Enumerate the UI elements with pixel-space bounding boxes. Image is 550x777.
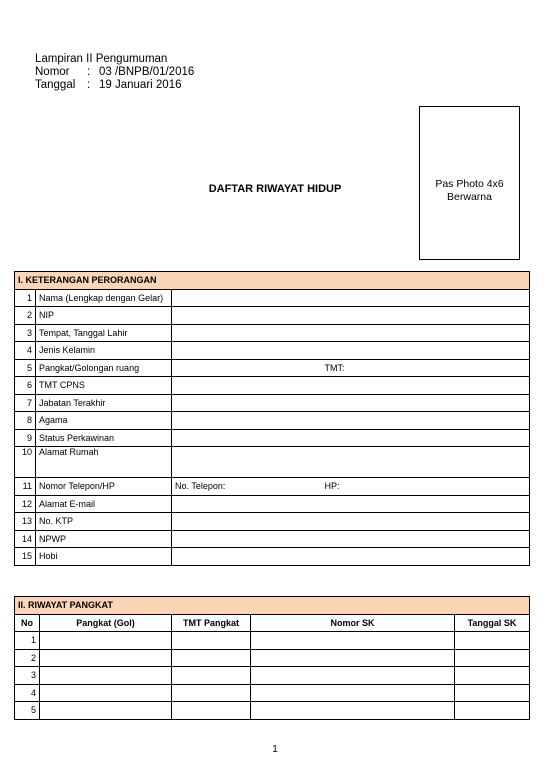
table-row bbox=[15, 359, 530, 377]
nomor-colon: : bbox=[87, 66, 91, 78]
row-number: 8 bbox=[15, 412, 36, 430]
row-number: 1 bbox=[15, 632, 40, 650]
nomor-label: Nomor bbox=[35, 66, 70, 78]
row-number: 12 bbox=[15, 495, 36, 513]
column-header: TMT Pangkat bbox=[172, 614, 251, 632]
row-label: No. KTP bbox=[36, 513, 172, 531]
table-cell[interactable] bbox=[455, 632, 530, 650]
value-field-secondary[interactable] bbox=[322, 412, 530, 430]
row-label: NPWP bbox=[36, 530, 172, 548]
row-number: 7 bbox=[15, 394, 36, 412]
value-field-secondary[interactable] bbox=[322, 307, 530, 325]
photo-line2: Berwarna bbox=[447, 191, 492, 203]
tanggal-label: Tanggal bbox=[35, 79, 76, 91]
table-row bbox=[15, 478, 530, 496]
table-cell[interactable] bbox=[172, 649, 251, 667]
value-field[interactable] bbox=[172, 548, 322, 566]
table-cell[interactable] bbox=[172, 702, 251, 720]
value-field-secondary[interactable] bbox=[322, 324, 530, 342]
tanggal-value: 19 Januari 2016 bbox=[99, 79, 182, 91]
value-field[interactable] bbox=[172, 289, 322, 307]
row-label: Hobi bbox=[36, 548, 172, 566]
table-row bbox=[15, 632, 530, 650]
table-row bbox=[15, 289, 530, 307]
table-cell[interactable] bbox=[172, 667, 251, 685]
table-cell[interactable] bbox=[251, 649, 455, 667]
header-nomor-row bbox=[35, 66, 194, 79]
row-label: Alamat Rumah bbox=[36, 447, 172, 478]
table-cell[interactable] bbox=[455, 649, 530, 667]
value-field[interactable] bbox=[172, 342, 322, 360]
value-field-secondary[interactable]: TMT: bbox=[322, 359, 530, 377]
column-header: Nomor SK bbox=[251, 614, 455, 632]
nomor-value: 03 /BNPB/01/2016 bbox=[99, 66, 195, 78]
header-tanggal-row bbox=[35, 79, 194, 92]
value-field[interactable] bbox=[172, 429, 322, 447]
table-cell[interactable] bbox=[251, 632, 455, 650]
document-header bbox=[35, 53, 194, 92]
value-field[interactable] bbox=[172, 307, 322, 325]
table-cell[interactable] bbox=[455, 684, 530, 702]
value-field-secondary[interactable] bbox=[322, 548, 530, 566]
table-row bbox=[15, 394, 530, 412]
row-number: 14 bbox=[15, 530, 36, 548]
row-number: 3 bbox=[15, 324, 36, 342]
value-field[interactable] bbox=[172, 495, 322, 513]
row-number: 4 bbox=[15, 684, 40, 702]
row-number: 5 bbox=[15, 359, 36, 377]
value-field[interactable] bbox=[172, 394, 322, 412]
row-label: Pangkat/Golongan ruang bbox=[36, 359, 172, 377]
tanggal-colon: : bbox=[87, 79, 91, 91]
header-line1: Lampiran II Pengumuman bbox=[35, 53, 168, 65]
photo-line1: Pas Photo 4x6 bbox=[435, 178, 504, 190]
row-label: Nomor Telepon/HP bbox=[36, 478, 172, 496]
table-row bbox=[15, 307, 530, 325]
value-field-secondary[interactable] bbox=[322, 342, 530, 360]
page-number: 1 bbox=[272, 744, 278, 755]
table-row bbox=[15, 684, 530, 702]
table-cell[interactable] bbox=[455, 667, 530, 685]
table-row bbox=[15, 667, 530, 685]
row-number: 1 bbox=[15, 289, 36, 307]
row-number: 11 bbox=[15, 478, 36, 496]
row-label: Tempat, Tanggal Lahir bbox=[36, 324, 172, 342]
table-row bbox=[15, 429, 530, 447]
document-title: DAFTAR RIWAYAT HIDUP bbox=[208, 183, 342, 195]
section2-title: II. RIWAYAT PANGKAT bbox=[15, 597, 530, 615]
row-number: 13 bbox=[15, 513, 36, 531]
table-cell[interactable] bbox=[172, 632, 251, 650]
row-number: 4 bbox=[15, 342, 36, 360]
value-field[interactable] bbox=[172, 530, 322, 548]
value-field[interactable] bbox=[172, 513, 322, 531]
table-cell[interactable] bbox=[455, 702, 530, 720]
table-row bbox=[15, 324, 530, 342]
table-row bbox=[15, 447, 530, 478]
table-header-row bbox=[15, 614, 530, 632]
row-number: 2 bbox=[15, 307, 36, 325]
row-number: 10 bbox=[15, 447, 36, 478]
row-number: 15 bbox=[15, 548, 36, 566]
row-number: 3 bbox=[15, 667, 40, 685]
row-number: 2 bbox=[15, 649, 40, 667]
section1-title: I. KETERANGAN PERORANGAN bbox=[15, 272, 530, 290]
table-cell[interactable] bbox=[251, 702, 455, 720]
row-label: TMT CPNS bbox=[36, 377, 172, 395]
column-header: Tanggal SK bbox=[455, 614, 530, 632]
table-row bbox=[15, 513, 530, 531]
table-cell[interactable] bbox=[40, 702, 172, 720]
value-field-secondary[interactable] bbox=[322, 394, 530, 412]
row-label: NIP bbox=[36, 307, 172, 325]
table-cell[interactable] bbox=[40, 684, 172, 702]
rank-history-table bbox=[14, 596, 530, 720]
row-label: Jabatan Terakhir bbox=[36, 394, 172, 412]
value-field[interactable] bbox=[172, 377, 322, 395]
table-row bbox=[15, 548, 530, 566]
row-label: Nama (Lengkap dengan Gelar) bbox=[36, 289, 172, 307]
table-row bbox=[15, 412, 530, 430]
table-cell[interactable] bbox=[172, 684, 251, 702]
table-cell[interactable] bbox=[251, 667, 455, 685]
value-field-secondary[interactable]: HP: bbox=[322, 478, 530, 496]
column-header: Pangkat (Gol) bbox=[40, 614, 172, 632]
value-field-secondary[interactable] bbox=[322, 513, 530, 531]
column-header: No bbox=[15, 614, 40, 632]
value-field[interactable] bbox=[172, 412, 322, 430]
row-number: 5 bbox=[15, 702, 40, 720]
value-field[interactable] bbox=[172, 324, 322, 342]
table-cell[interactable] bbox=[40, 649, 172, 667]
value-field-secondary[interactable] bbox=[322, 530, 530, 548]
table-cell[interactable] bbox=[40, 632, 172, 650]
row-label: Agama bbox=[36, 412, 172, 430]
row-label: Jenis Kelamin bbox=[36, 342, 172, 360]
personal-info-table bbox=[14, 271, 530, 566]
table-cell[interactable] bbox=[40, 667, 172, 685]
value-field-secondary[interactable] bbox=[322, 377, 530, 395]
value-field[interactable] bbox=[172, 359, 322, 377]
value-field[interactable] bbox=[172, 447, 530, 478]
table-row bbox=[15, 495, 530, 513]
table-row bbox=[15, 377, 530, 395]
value-field-secondary[interactable] bbox=[322, 429, 530, 447]
row-number: 6 bbox=[15, 377, 36, 395]
photo-box bbox=[419, 106, 520, 260]
row-label: Status Perkawinan bbox=[36, 429, 172, 447]
value-field-secondary[interactable] bbox=[322, 289, 530, 307]
row-label: Alamat E-mail bbox=[36, 495, 172, 513]
table-row bbox=[15, 649, 530, 667]
value-field-secondary[interactable] bbox=[322, 495, 530, 513]
table-cell[interactable] bbox=[251, 684, 455, 702]
table-row bbox=[15, 702, 530, 720]
row-number: 9 bbox=[15, 429, 36, 447]
table-row bbox=[15, 342, 530, 360]
value-field[interactable]: No. Telepon: bbox=[172, 478, 322, 496]
table-row bbox=[15, 530, 530, 548]
